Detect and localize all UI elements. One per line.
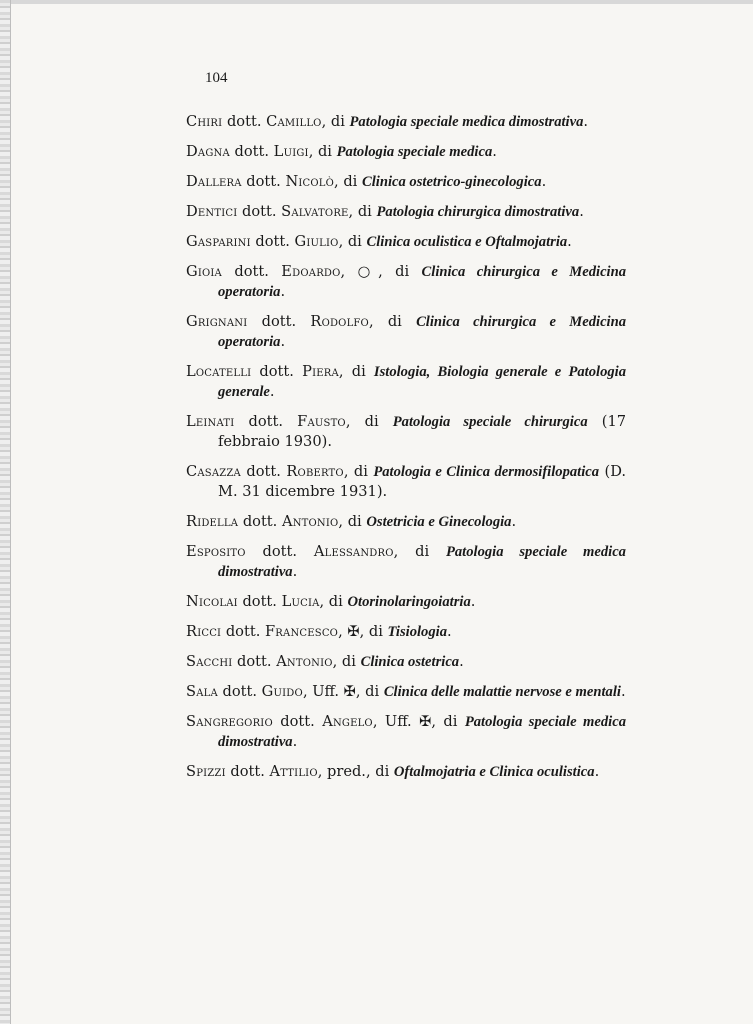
- list-item: Spizzi dott. Attilio, pred., di Oftalmojatria e Clinica oculistica.: [186, 763, 600, 780]
- entry-given-name: Rodolfo: [310, 313, 369, 330]
- entry-given-name: Edoardo: [281, 263, 341, 280]
- entry-title: dott.: [262, 543, 298, 560]
- entry-subject: Ostetricia e Ginecologia: [366, 514, 512, 530]
- entry-given-name: Nicolò: [285, 173, 335, 190]
- entry-surname: Casazza: [186, 463, 241, 480]
- list-item: Gioia dott. Edoardo, ○, di Clinica chirurgica e Medicina operatoria.: [186, 263, 627, 300]
- entry-subject: Otorinolaringoiatria: [347, 594, 471, 610]
- entry-honorific: Uff. ✠: [312, 683, 356, 700]
- entry-subject: Clinica oculistica e Oftalmojatria: [366, 234, 568, 250]
- entry-given-name: Luigi: [273, 143, 309, 160]
- entry-subject: Clinica chirurgica e Medicina operatoria: [218, 264, 627, 300]
- page-number: 104: [205, 70, 228, 86]
- entry-surname: Ricci: [186, 623, 222, 640]
- entry-subject: Clinica delle malattie nervose e mentali: [383, 684, 621, 700]
- entry-given-name: Piera: [302, 363, 339, 380]
- entry-title: dott.: [225, 623, 261, 640]
- entry-given-name: Camillo: [266, 113, 322, 130]
- entry-surname: Chiri: [186, 113, 223, 130]
- entry-title: dott.: [280, 713, 315, 730]
- entry-title: dott.: [248, 413, 284, 430]
- scan-binding-edge: [0, 0, 11, 1024]
- entry-given-name: Antonio: [276, 653, 333, 670]
- list-item: Ridella dott. Antonio, di Ostetricia e Ginecologia.: [186, 513, 517, 530]
- entry-given-name: Guido: [261, 683, 303, 700]
- entry-given-name: Lucia: [281, 593, 320, 610]
- entry-subject: Clinica chirurgica e Medicina operatoria: [218, 314, 627, 350]
- entry-honorific: Uff. ✠: [384, 713, 432, 730]
- entry-surname: Gioia: [186, 263, 222, 280]
- entry-note: (17 febbraio 1930): [218, 413, 627, 450]
- entry-note: (D. M. 31 dicembre 1931): [218, 463, 627, 500]
- list-item: Gasparini dott. Giulio, di Clinica oculistica e Oftalmojatria.: [186, 233, 572, 250]
- entry-title: dott.: [242, 203, 277, 220]
- entry-extra-wrap: , pred.: [317, 763, 366, 780]
- entry-surname: Grignani: [186, 313, 248, 330]
- entry-extra-wrap: , Uff. ✠: [372, 713, 432, 730]
- entry-title: dott.: [234, 143, 270, 160]
- entry-title: dott.: [261, 313, 297, 330]
- entry-given-name: Alessandro: [313, 543, 394, 560]
- entry-title: dott.: [237, 653, 272, 670]
- entry-surname: Locatelli: [186, 363, 252, 380]
- entry-surname: Gasparini: [186, 233, 251, 250]
- entry-surname: Sala: [186, 683, 218, 700]
- entry-honorific: ✠: [347, 623, 360, 640]
- entry-subject: Patologia speciale medica dimostrativa: [218, 714, 626, 750]
- list-item: Dentici dott. Salvatore, di Patologia chirurgica dimostrativa.: [186, 203, 584, 220]
- entry-given-name: Antonio: [281, 513, 339, 530]
- list-item: Sacchi dott. Antonio, di Clinica ostetrica.: [186, 653, 464, 670]
- entry-title: dott.: [234, 263, 269, 280]
- list-item: Casazza dott. Roberto, di Patologia e Clinica dermosifilopatica (D. M. 31 dicembre 1931).: [186, 463, 627, 500]
- entry-surname: Spizzi: [186, 763, 226, 780]
- entry-given-name: Roberto: [286, 463, 344, 480]
- list-item: Dallera dott. Nicolò, di Clinica ostetrico-ginecologica.: [186, 173, 547, 190]
- entry-surname: Dentici: [186, 203, 238, 220]
- entry-subject: Istologia, Biologia generale e Patologia generale: [218, 364, 627, 400]
- entry-surname: Leinati: [186, 413, 235, 430]
- entry-surname: Nicolai: [186, 593, 238, 610]
- list-item: Sangregorio dott. Angelo, Uff. ✠, di Patologia speciale medica dimostrativa.: [186, 713, 626, 750]
- entry-honorific: ○: [357, 263, 379, 280]
- entry-given-name: Angelo: [322, 713, 373, 730]
- entry-subject: Clinica ostetrico-ginecologica: [361, 174, 542, 190]
- entry-title: dott.: [255, 233, 290, 250]
- list-item: Locatelli dott. Piera, di Istologia, Biologia generale e Patologia generale.: [186, 363, 627, 400]
- list-item: Leinati dott. Fausto, di Patologia speciale chirurgica (17 febbraio 1930).: [186, 413, 627, 450]
- entry-extra-wrap: , ○: [340, 263, 379, 280]
- entry-surname: Dallera: [186, 173, 242, 190]
- entry-subject: Patologia chirurgica dimostrativa: [376, 204, 580, 220]
- list-item: Ricci dott. Francesco, ✠, di Tisiologia.: [186, 623, 452, 640]
- entry-surname: Ridella: [186, 513, 239, 530]
- list-item: Chiri dott. Camillo, di Patologia speciale medica dimostrativa.: [186, 113, 589, 130]
- entry-title: dott.: [226, 113, 262, 130]
- list-item: Sala dott. Guido, Uff. ✠, di Clinica delle malattie nervose e mentali.: [186, 683, 626, 700]
- entry-honorific: pred.: [327, 763, 366, 780]
- entry-given-name: Attilio: [269, 763, 318, 780]
- entry-title: dott.: [246, 173, 281, 190]
- entry-subject: Patologia speciale medica: [336, 144, 493, 160]
- entry-subject: Patologia speciale medica dimostrativa: [349, 114, 584, 130]
- entry-surname: Esposito: [186, 543, 246, 560]
- entry-given-name: Salvatore: [281, 203, 349, 220]
- entry-subject: Clinica ostetrica: [360, 654, 460, 670]
- scan-top-edge: [0, 0, 753, 4]
- entry-subject: Patologia speciale chirurgica: [392, 414, 588, 430]
- entry-extra-wrap: , Uff. ✠: [302, 683, 356, 700]
- entry-title: dott.: [246, 463, 281, 480]
- entry-extra-wrap: , ✠: [338, 623, 360, 640]
- list-item: Dagna dott. Luigi, di Patologia speciale medica.: [186, 143, 497, 160]
- entry-title: dott.: [222, 683, 258, 700]
- entry-given-name: Francesco: [264, 623, 339, 640]
- entry-title: dott.: [242, 513, 278, 530]
- list-item: Nicolai dott. Lucia, di Otorinolaringoiatria.: [186, 593, 476, 610]
- entry-subject: Oftalmojatria e Clinica oculistica: [393, 764, 595, 780]
- entry-subject: Patologia speciale medica dimostrativa: [218, 544, 626, 580]
- entry-surname: Sangregorio: [186, 713, 273, 730]
- entry-title: dott.: [259, 363, 294, 380]
- list-item: Grignani dott. Rodolfo, di Clinica chirurgica e Medicina operatoria.: [186, 313, 627, 350]
- entry-title: dott.: [242, 593, 277, 610]
- entry-surname: Sacchi: [186, 653, 233, 670]
- list-item: Esposito dott. Alessandro, di Patologia speciale medica dimostrativa.: [186, 543, 626, 580]
- entry-surname: Dagna: [186, 143, 230, 160]
- entry-subject: Tisiologia: [387, 624, 447, 640]
- entry-subject: Patologia e Clinica dermosifilopatica: [373, 464, 600, 480]
- entry-given-name: Fausto: [297, 413, 346, 430]
- entry-given-name: Giulio: [294, 233, 339, 250]
- entry-list: [186, 112, 626, 792]
- entry-title: dott.: [230, 763, 265, 780]
